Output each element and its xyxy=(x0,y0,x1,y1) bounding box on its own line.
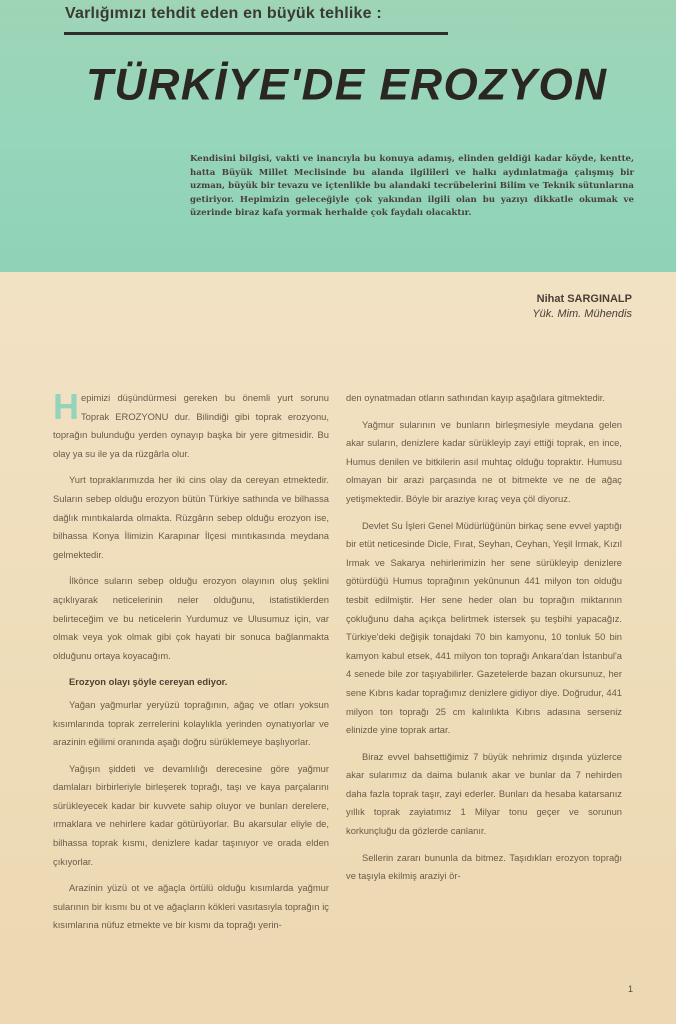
subheading: Erozyon olayı şöyle cereyan ediyor. xyxy=(69,676,228,688)
page-number: 1 xyxy=(628,984,634,994)
paragraph: Devlet Su İşleri Genel Müdürlüğünün birkaç sene evvel yaptığı bir etüt neticesinde Dicle, Fırat, Seyhan, Ceyhan, Yeşil Irmak, Kızıl Irmak ve Sakarya nehirlerimizin her sene sürükleyip denizlere götürdüğü Humus toprağının yekûnunun 441 milyon ton olduğu tesbit edilmiştir. Her sene heder olan bu toprağın miktarının çokluğunu daha açıkça belirtmek istersek şu teşbihi yapacağız. Türkiye'deki değişik tonajdaki 70 bin kamyonu, 10 tonluk 50 bin kamyon kabul etsek, 441 milyon ton toprağı Ankara'dan İstanbul'a 4 senede bile zor taşıyabilirler. Gazetelerde bazan okursunuz, her sene Kıbrıs kadar toprağımız denizlere gidiyor diye. Doğrudur, 441 milyon ton toprağı 25 cm kalınlıkta Kıbrıs adasına serseniz elinizde yine toprak artar. xyxy=(346,519,622,736)
paragraph: Sellerin zararı bununla da bitmez. Taşıdıkları erozyon toprağı ve taşıyla ekilmiş araziyi ör- xyxy=(346,851,622,882)
kicker-underline xyxy=(64,32,448,35)
paragraph: İlkönce suların sebep olduğu erozyon olayının oluş şeklini açıklıyarak neticelerinin neler olduğunu, istatistiklerden belirteceğim ve bu neticelerin Yurdumuz ve Ulusumuz için, var olmak veya yok olmak gibi çok hayati bir sonuca bağlanmakta olduğunu ortaya koyacağım. xyxy=(53,575,329,661)
author-title: Yük. Mim. Mühendis xyxy=(532,308,632,320)
author-name: Nihat SARGINALP xyxy=(536,293,632,305)
drop-cap: H xyxy=(53,386,79,427)
paragraph: Yağmur sularının ve bunların birleşmesiyle meydana gelen akar suların, denizlere kadar sürükleyip zayi ettiği toprak, en ince, Humus denilen ve bitkilerin asıl muhtaç olduğu topraktır. Humusu olmayan bir arazi parçasında ne ot bitmekte ve ne de ağaç yetişmektedir. Böyle bir araziye kıraç veya çöl diyoruz. xyxy=(346,418,622,504)
header-band xyxy=(0,0,676,272)
intro-paragraph: Kendisini bilgisi, vakti ve inancıyla bu konuya adamış, elinden geldiği kadar köyde, kentte, hatta Büyük Millet Meclisinde bu alanda ilgilileri ve halkı aydınlatmağa çalışmış bir uzman, büyük bir tevazu ve içtenlikle bu alandaki tecrübelerini Bilim ve Teknik sütunlarına getiriyor. Hepimizin geleceğiyle çok yakından ilgili olan bu yazıyı dikkatle okumak ve üzerinde biraz kafa yormak herhalde çok faydalı olacaktır. xyxy=(190,154,634,219)
paragraph: Arazinin yüzü ot ve ağaçla örtülü olduğu kısımlarda yağmur sularının bir kısmı bu ot ve ağaçların kökleri vasıtasıyla toprağın iç kısımlarına nüfuz etmekte ve bir kısmı da toprağı yerin- xyxy=(53,882,329,931)
paragraph: Yağan yağmurlar yeryüzü toprağının, ağaç ve otları yoksun kısımlarında toprak zerrelerini kolaylıkla yerinden oynatıyorlar ve arazinin eğilimi oranında aşağı doğru sürüklemeye başlıyorlar. xyxy=(53,698,329,748)
paragraph: Yağışın şiddeti ve devamlılığı derecesine göre yağmur damlaları birbirleriyle birleşerek toprağı, taşı ve kaya parçalarını sürükleyecek kadar bir kuvvete sahip oluyor ve bunları derelere, ırmaklara ve nehirlere kadar götürüyorlar. Bu akarsular eliyle de, bilhassa toprak kısmı, denizlere kadar taşınıyor ve orada elden çıkıyorlar. xyxy=(53,762,329,867)
article-title: TÜRKİYE'DE EROZYON xyxy=(86,59,608,110)
paragraph: Yurt topraklarımızda her iki cins olay da cereyan etmektedir. Suların sebep olduğu erozyon bütün Türkiye sathında ve bilhassa dağlık mıntıkalarda olmakta. Rüzgârın sebep olduğu erozyon ise, bilhassa Konya İlimizin Karapınar İlçesi mıntıkasında meydana gelmektedir. xyxy=(53,474,329,560)
byline xyxy=(532,292,632,322)
article-column-right xyxy=(346,389,622,894)
article-column-left xyxy=(53,386,329,943)
kicker-headline: Varlığımızı tehdit eden en büyük tehlike : xyxy=(65,5,382,22)
paragraph: Hepimizi düşündürmesi gereken bu önemli yurt sorunu Toprak EROZYONU dur. Bilindiği gibi toprak erozyonu, toprağın bulunduğu yerden oynayıp başka bir yere gitmesidir. Bu olay ya su ile ya da rüzgârla olur. xyxy=(53,386,329,459)
paragraph: den oynatmadan otların sathından kayıp aşağılara gitmektedir. xyxy=(346,392,606,403)
paragraph: Biraz evvel bahsettiğimiz 7 büyük nehrimiz dışında yüzlerce akar sularımız da daima bulanık akar ve bunlar da 7 nehirden daha fazla toprak taşır, zayi ederler. Bunları da hesaba katarsanız yıllık toprak zayiatımız 1 Milyar tonu geçer ve sorunun korkunçluğu da gözlerde canlanır. xyxy=(346,750,622,837)
